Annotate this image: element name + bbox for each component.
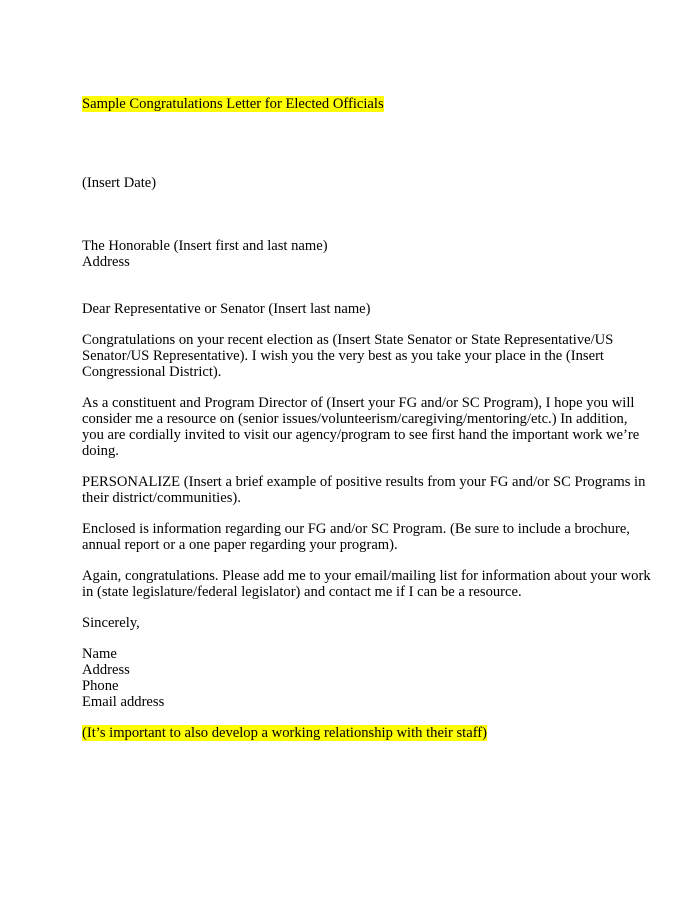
recipient-address: Address bbox=[82, 253, 130, 270]
paragraph-line: Again, congratulations. Please add me to your email/mailing list for information about your work bbox=[82, 568, 651, 584]
paragraph-line: annual report or a one paper regarding your program). bbox=[82, 536, 398, 553]
closing: Sincerely, bbox=[82, 615, 140, 631]
paragraph-line: Congratulations on your recent election as (Insert State Senator or State Representative/US bbox=[82, 332, 614, 348]
recipient-name: The Honorable (Insert first and last name) bbox=[82, 238, 328, 254]
letter-title bbox=[82, 97, 622, 113]
note-highlight: (It’s important to also develop a working relationship with their staff) bbox=[82, 725, 488, 741]
signature-address: Address bbox=[82, 661, 130, 678]
paragraph-line: Congressional District). bbox=[82, 363, 222, 380]
paragraph-enclosed bbox=[82, 521, 630, 554]
paragraph-line: in (state legislature/federal legislator) and contact me if I can be a resource. bbox=[82, 583, 522, 600]
paragraph-line: their district/communities). bbox=[82, 489, 241, 506]
paragraph-personalize bbox=[82, 474, 646, 507]
title-highlight: Sample Congratulations Letter for Elected Officials bbox=[82, 96, 384, 112]
paragraph-line: consider me a resource on (senior issues/volunteerism/caregiving/mentoring/etc.) In addition, bbox=[82, 410, 628, 427]
paragraph-congratulations bbox=[82, 333, 622, 381]
salutation: Dear Representative or Senator (Insert last name) bbox=[82, 301, 371, 317]
paragraph-line: Enclosed is information regarding our FG and/or SC Program. (Be sure to include a brochure, bbox=[82, 521, 630, 537]
paragraph-line: doing. bbox=[82, 442, 119, 459]
paragraph-line: As a constituent and Program Director of (Insert your FG and/or SC Program), I hope you will bbox=[82, 395, 635, 411]
paragraph-line: PERSONALIZE (Insert a brief example of positive results from your FG and/or SC Programs in bbox=[82, 474, 646, 490]
signature-email: Email address bbox=[82, 693, 165, 710]
signature-block bbox=[82, 647, 622, 711]
date-placeholder: (Insert Date) bbox=[82, 175, 157, 191]
paragraph-line: Senator/US Representative). I wish you the very best as you take your place in the (Insert bbox=[82, 347, 604, 364]
signature-name: Name bbox=[82, 646, 117, 662]
paragraph-line: you are cordially invited to visit our agency/program to see first hand the important work we’re bbox=[82, 426, 640, 443]
staff-note bbox=[82, 726, 622, 742]
recipient-block bbox=[82, 239, 622, 271]
paragraph-again bbox=[82, 568, 651, 601]
signature-phone: Phone bbox=[82, 677, 119, 694]
paragraph-constituent bbox=[82, 395, 640, 460]
